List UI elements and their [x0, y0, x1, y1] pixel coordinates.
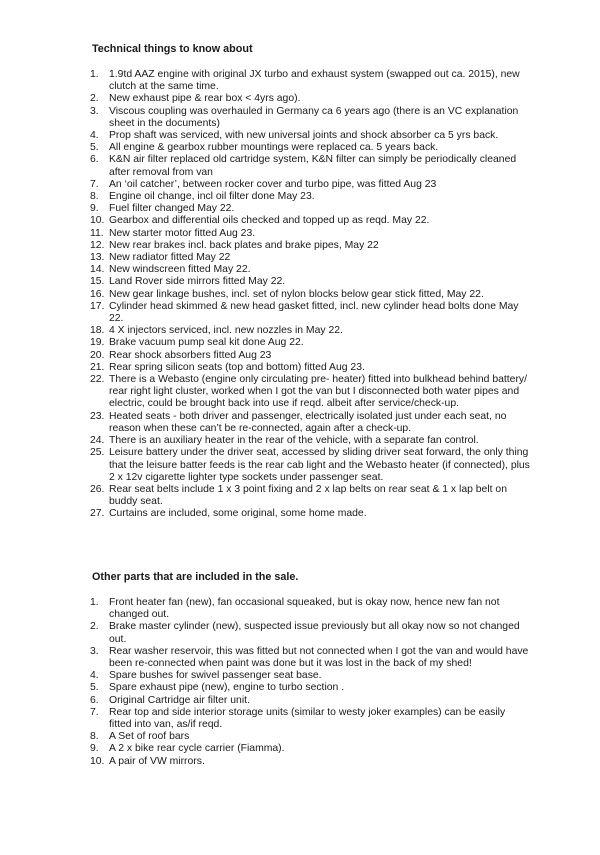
list-item-number: 7. — [90, 178, 99, 190]
list-item-text: 1.9td AAZ engine with original JX turbo and exhaust system (swapped out ca. 2015), new clutch at the same time. — [109, 69, 520, 93]
list-item — [90, 276, 530, 288]
list-item-number: 5. — [90, 142, 99, 154]
list-item-number: 19. — [90, 337, 105, 349]
list-item-text: New gear linkage bushes, incl. set of nylon blocks below gear stick fitted, May 22. — [109, 288, 484, 300]
list-item-text: Rear washer reservoir, this was fitted but not connected when I got the van and would have been re-connected when paint was done but it was lost in the back of my shed! — [109, 645, 529, 670]
list-item-number: 10. — [90, 215, 105, 227]
list-item-number: 13. — [90, 252, 105, 264]
list-item-text: There is an auxiliary heater in the rear of the vehicle, with a separate fan control. — [109, 435, 479, 447]
list-item-number: 6. — [90, 694, 99, 706]
list-item — [90, 264, 530, 276]
list-item — [90, 191, 530, 203]
list-item-number: 2. — [90, 93, 99, 105]
list-item-number: 1. — [90, 69, 99, 80]
list-item-number: 12. — [90, 239, 105, 251]
list-item-text: Original Cartridge air filter unit. — [109, 694, 250, 706]
section-heading-other-parts: Other parts that are included in the sale. — [92, 571, 299, 583]
list-item-text: Brake vacuum pump seal kit done Aug 22. — [109, 337, 304, 349]
list-item-text: Rear seat belts include 1 x 3 point fixing and 2 x lap belts on rear seat & 1 x lap belt on buddy seat. — [109, 483, 507, 508]
list-item-text: Viscous coupling was overhauled in Germany ca 6 years ago (there is an VC explanation sheet in the documents) — [109, 105, 519, 129]
list-item — [90, 695, 530, 707]
list-item — [90, 374, 530, 411]
list-item — [90, 756, 530, 768]
list-item-text: A 2 x bike rear cycle carrier (Fiamma). — [109, 743, 285, 755]
list-item-text: Brake master cylinder (new), suspected issue previously but all okay now so not changed out. — [109, 621, 520, 645]
list-item-number: 4. — [90, 670, 99, 682]
list-item — [90, 682, 530, 694]
list-item — [90, 301, 530, 325]
list-item-text: New exhaust pipe & rear box < 4yrs ago). — [109, 93, 301, 105]
list-item-text: An ‘oil catcher’, between rocker cover and turbo pipe, was fitted Aug 23 — [109, 178, 437, 190]
list-item-number: 8. — [90, 731, 99, 743]
list-item — [90, 350, 530, 362]
list-item — [90, 106, 530, 130]
list-item-number: 1. — [90, 597, 99, 608]
list-item — [90, 670, 530, 682]
list-item-text: A Set of roof bars — [109, 731, 190, 743]
list-item-text: Spare exhaust pipe (new), engine to turbo section . — [109, 682, 345, 694]
list-item-text: All engine & gearbox rubber mountings were replaced ca. 5 years back. — [109, 142, 439, 154]
list-item-text: There is a Webasto (engine only circulating pre- heater) fitted into bulkhead behind battery/ rear right light cluster, worked when I got the van but I disconnected both water pipes and electric, could be brought back into use if reqd. albeit after service/check-up. — [109, 374, 527, 410]
list-item — [90, 337, 530, 349]
list-item-text: New rear brakes incl. back plates and brake pipes, May 22 — [109, 239, 379, 251]
list-item-number: 18. — [90, 325, 105, 337]
list-item-text: Leisure battery under the driver seat, accessed by sliding driver seat forward, the only thing that the leisure batter feeds is the rear cab light and the Webasto heater (if connected), plus 2 x 12v cigarette lighter type sockets under passenger seat. — [109, 447, 530, 483]
list-item-number: 3. — [90, 645, 99, 657]
list-item — [90, 646, 530, 670]
list-item-text: Gearbox and differential oils checked and topped up as reqd. May 22. — [109, 215, 430, 227]
list-item — [90, 142, 530, 154]
list-item — [90, 69, 530, 93]
list-item-number: 23. — [90, 410, 105, 422]
list-item — [90, 447, 530, 484]
list-item-text: A pair of VW mirrors. — [109, 755, 205, 767]
list-item-number: 20. — [90, 349, 105, 361]
list-item-number: 24. — [90, 435, 105, 447]
list-item-number: 14. — [90, 264, 105, 276]
list-item — [90, 130, 530, 142]
list-item-number: 16. — [90, 288, 105, 300]
list-item — [90, 203, 530, 215]
list-item — [90, 621, 530, 645]
list-item-number: 22. — [90, 374, 105, 386]
list-item-number: 10. — [90, 755, 105, 767]
list-item-number: 2. — [90, 621, 99, 633]
list-item — [90, 597, 530, 621]
list-item-text: Heated seats - both driver and passenger, electrically isolated just under each seat, no reason when these can’t be re-connected, again after a check-up. — [109, 410, 507, 434]
list-item-text: Curtains are included, some original, some home made. — [109, 508, 367, 520]
list-item-number: 15. — [90, 276, 105, 288]
list-item — [90, 289, 530, 301]
list-item-text: Rear top and side interior storage units (similar to westy joker examples) can be easily fitted into van, as/if reqd. — [109, 706, 506, 731]
list-item-text: New starter motor fitted Aug 23. — [109, 227, 256, 239]
list-item — [90, 411, 530, 435]
section-heading-technical: Technical things to know about — [92, 43, 253, 55]
list-item — [90, 154, 530, 178]
technical-list — [90, 69, 530, 521]
list-item-number: 3. — [90, 105, 99, 117]
list-item-number: 21. — [90, 361, 105, 373]
list-item — [90, 93, 530, 105]
list-item — [90, 252, 530, 264]
list-item — [90, 743, 530, 755]
list-item — [90, 325, 530, 337]
list-item-text: Prop shaft was serviced, with new universal joints and shock absorber ca 5 yrs back. — [109, 130, 499, 142]
list-item-number: 27. — [90, 508, 105, 520]
list-item-text: Spare bushes for swivel passenger seat base. — [109, 670, 322, 682]
list-item-number: 26. — [90, 483, 105, 495]
list-item — [90, 731, 530, 743]
list-item-number: 5. — [90, 682, 99, 694]
list-item-number: 11. — [90, 227, 104, 239]
list-item-number: 25. — [90, 447, 105, 459]
list-item — [90, 707, 530, 731]
list-item — [90, 484, 530, 508]
list-item — [90, 228, 530, 240]
list-item-number: 9. — [90, 743, 99, 755]
list-item — [90, 215, 530, 227]
list-item-number: 7. — [90, 706, 99, 718]
list-item-text: Land Rover side mirrors fitted May 22. — [109, 276, 286, 288]
list-item-text: Front heater fan (new), fan occasional squeaked, but is okay now, hence new fan not changed out. — [109, 597, 500, 621]
other-parts-list — [90, 597, 530, 768]
list-item — [90, 179, 530, 191]
list-item — [90, 240, 530, 252]
list-item-number: 6. — [90, 154, 99, 166]
list-item-number: 8. — [90, 191, 99, 203]
list-item-text: Rear spring silicon seats (top and bottom) fitted Aug 23. — [109, 361, 365, 373]
list-item-number: 4. — [90, 130, 99, 142]
list-item-number: 17. — [90, 300, 105, 312]
list-item-text: New radiator fitted May 22 — [109, 252, 231, 264]
list-item-text: 4 X injectors serviced, incl. new nozzles in May 22. — [109, 325, 343, 337]
list-item-text: Cylinder head skimmed & new head gasket fitted, incl. new cylinder head bolts done May 22. — [109, 300, 519, 325]
list-item-text: K&N air filter replaced old cartridge system, K&N filter can simply be periodically cleaned after removal from van — [109, 154, 517, 178]
list-item-text: New windscreen fitted May 22. — [109, 264, 251, 276]
list-item-text: Fuel filter changed May 22. — [109, 203, 235, 215]
list-item-number: 9. — [90, 203, 99, 215]
list-item-text: Engine oil change, incl oil filter done May 23. — [109, 191, 315, 203]
list-item — [90, 508, 530, 520]
list-item — [90, 362, 530, 374]
list-item-text: Rear shock absorbers fitted Aug 23 — [109, 349, 272, 361]
list-item — [90, 435, 530, 447]
